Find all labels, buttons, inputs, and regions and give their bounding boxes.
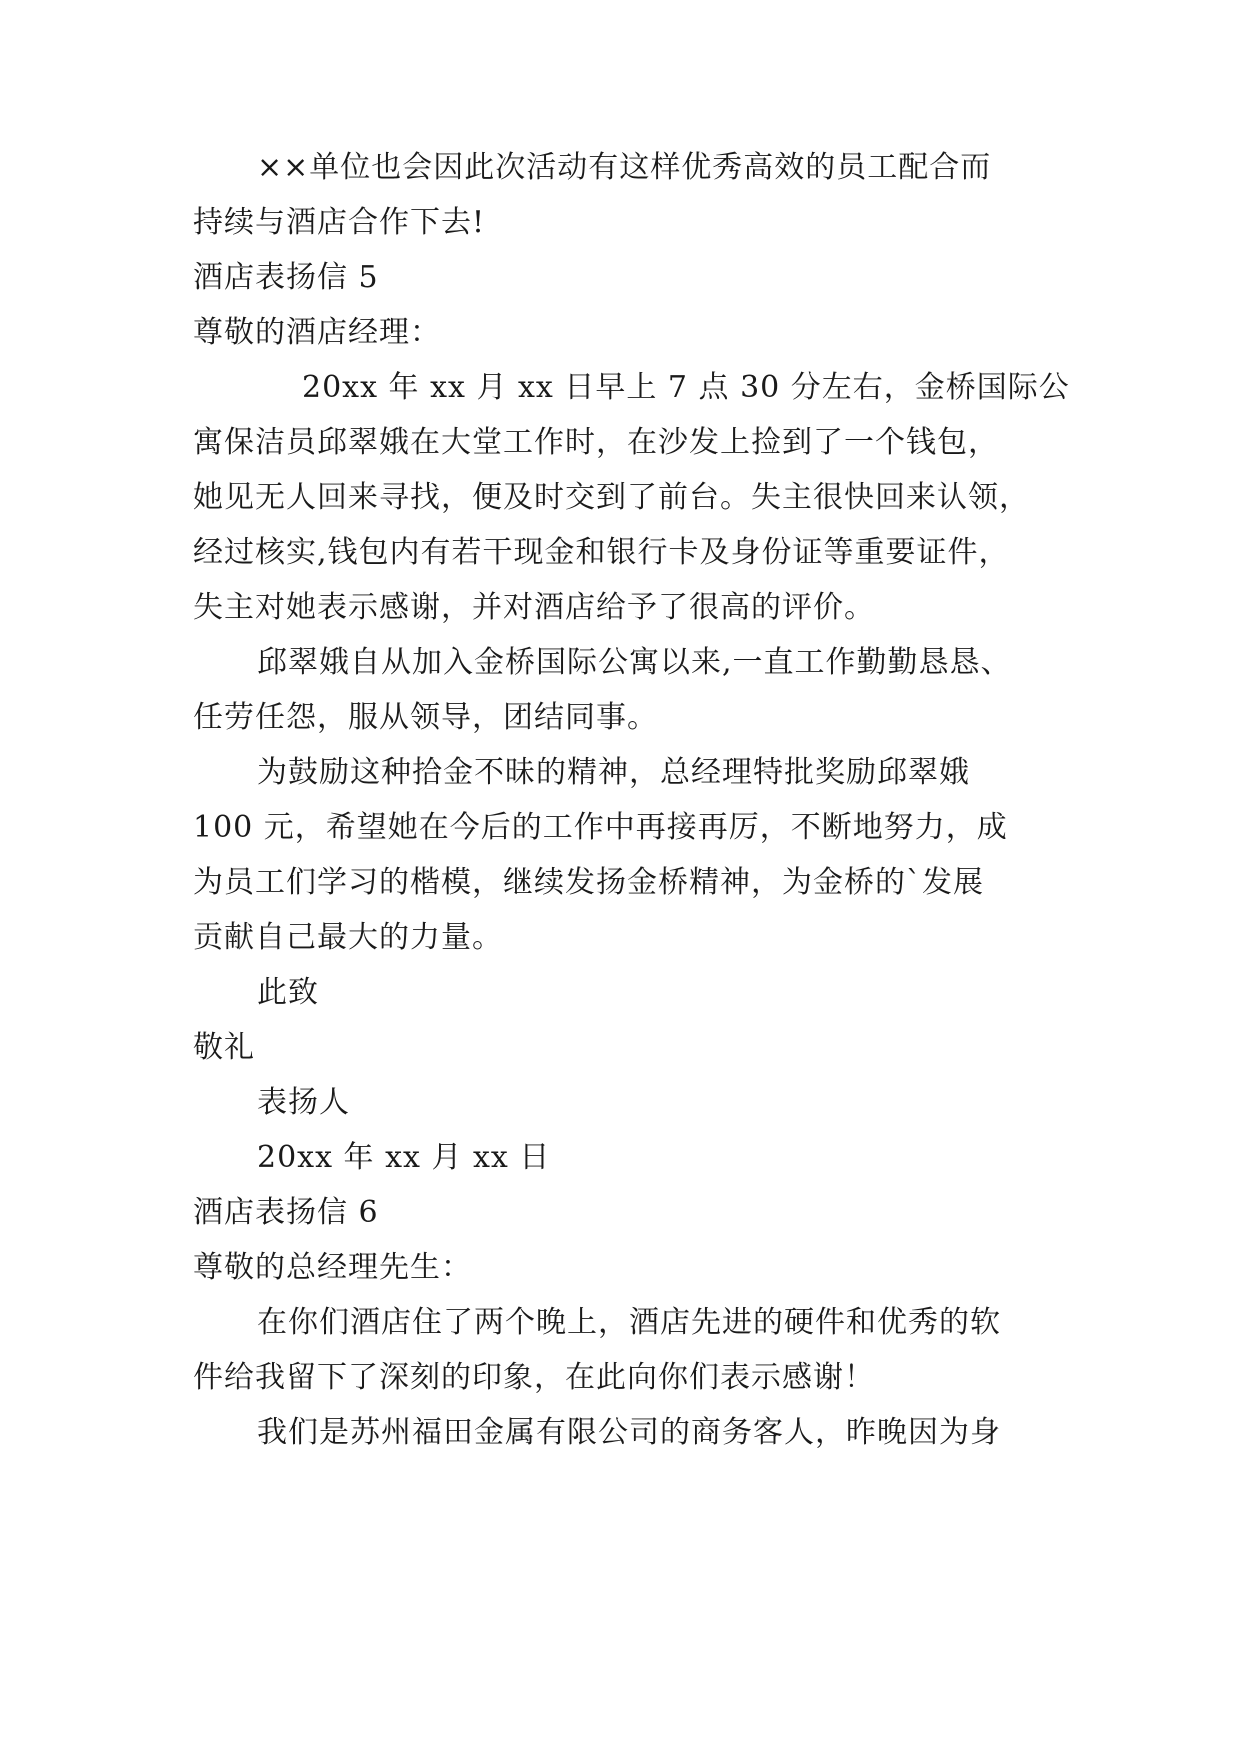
body-line: 100 元，希望她在今后的工作中再接再厉，不断地努力，成 — [193, 810, 1008, 845]
body-line: 件给我留下了深刻的印象，在此向你们表示感谢！ — [193, 1360, 875, 1395]
closing-line: 此致 — [257, 975, 319, 1010]
letter-heading: 酒店表扬信 5 — [193, 260, 379, 295]
body-line: 在你们酒店住了两个晚上，酒店先进的硬件和优秀的软 — [257, 1305, 1001, 1340]
closing-line: 敬礼 — [193, 1030, 255, 1065]
body-line: 贡献自己最大的力量。 — [193, 920, 503, 955]
salutation: 尊敬的总经理先生： — [193, 1250, 472, 1285]
body-line: 20xx 年 xx 月 xx 日早上 7 点 30 分左右，金桥国际公 — [302, 370, 1070, 405]
body-line: 寓保洁员邱翠娥在大堂工作时，在沙发上捡到了一个钱包， — [193, 425, 999, 460]
body-line: 持续与酒店合作下去! — [193, 205, 486, 240]
date-line: 20xx 年 xx 月 xx 日 — [257, 1140, 551, 1175]
body-line: ××单位也会因此次活动有这样优秀高效的员工配合而 — [257, 150, 992, 185]
body-line: 为员工们学习的楷模，继续发扬金桥精神，为金桥的`发展 — [193, 865, 984, 900]
body-line: 任劳任怨，服从领导，团结同事。 — [193, 700, 658, 735]
body-line: 我们是苏州福田金属有限公司的商务客人，昨晚因为身 — [257, 1415, 1001, 1450]
body-line: 她见无人回来寻找，便及时交到了前台。失主很快回来认领， — [193, 480, 1030, 515]
salutation: 尊敬的酒店经理： — [193, 315, 441, 350]
letter-heading: 酒店表扬信 6 — [193, 1195, 379, 1230]
signature-line: 表扬人 — [257, 1085, 350, 1120]
body-line: 经过核实,钱包内有若干现金和银行卡及身份证等重要证件， — [193, 535, 1010, 570]
body-line: 失主对她表示感谢，并对酒店给予了很高的评价。 — [193, 590, 875, 625]
body-line: 邱翠娥自从加入金桥国际公寓以来,一直工作勤勤恳恳、 — [257, 645, 1012, 680]
body-line: 为鼓励这种拾金不昧的精神，总经理特批奖励邱翠娥 — [257, 755, 970, 790]
